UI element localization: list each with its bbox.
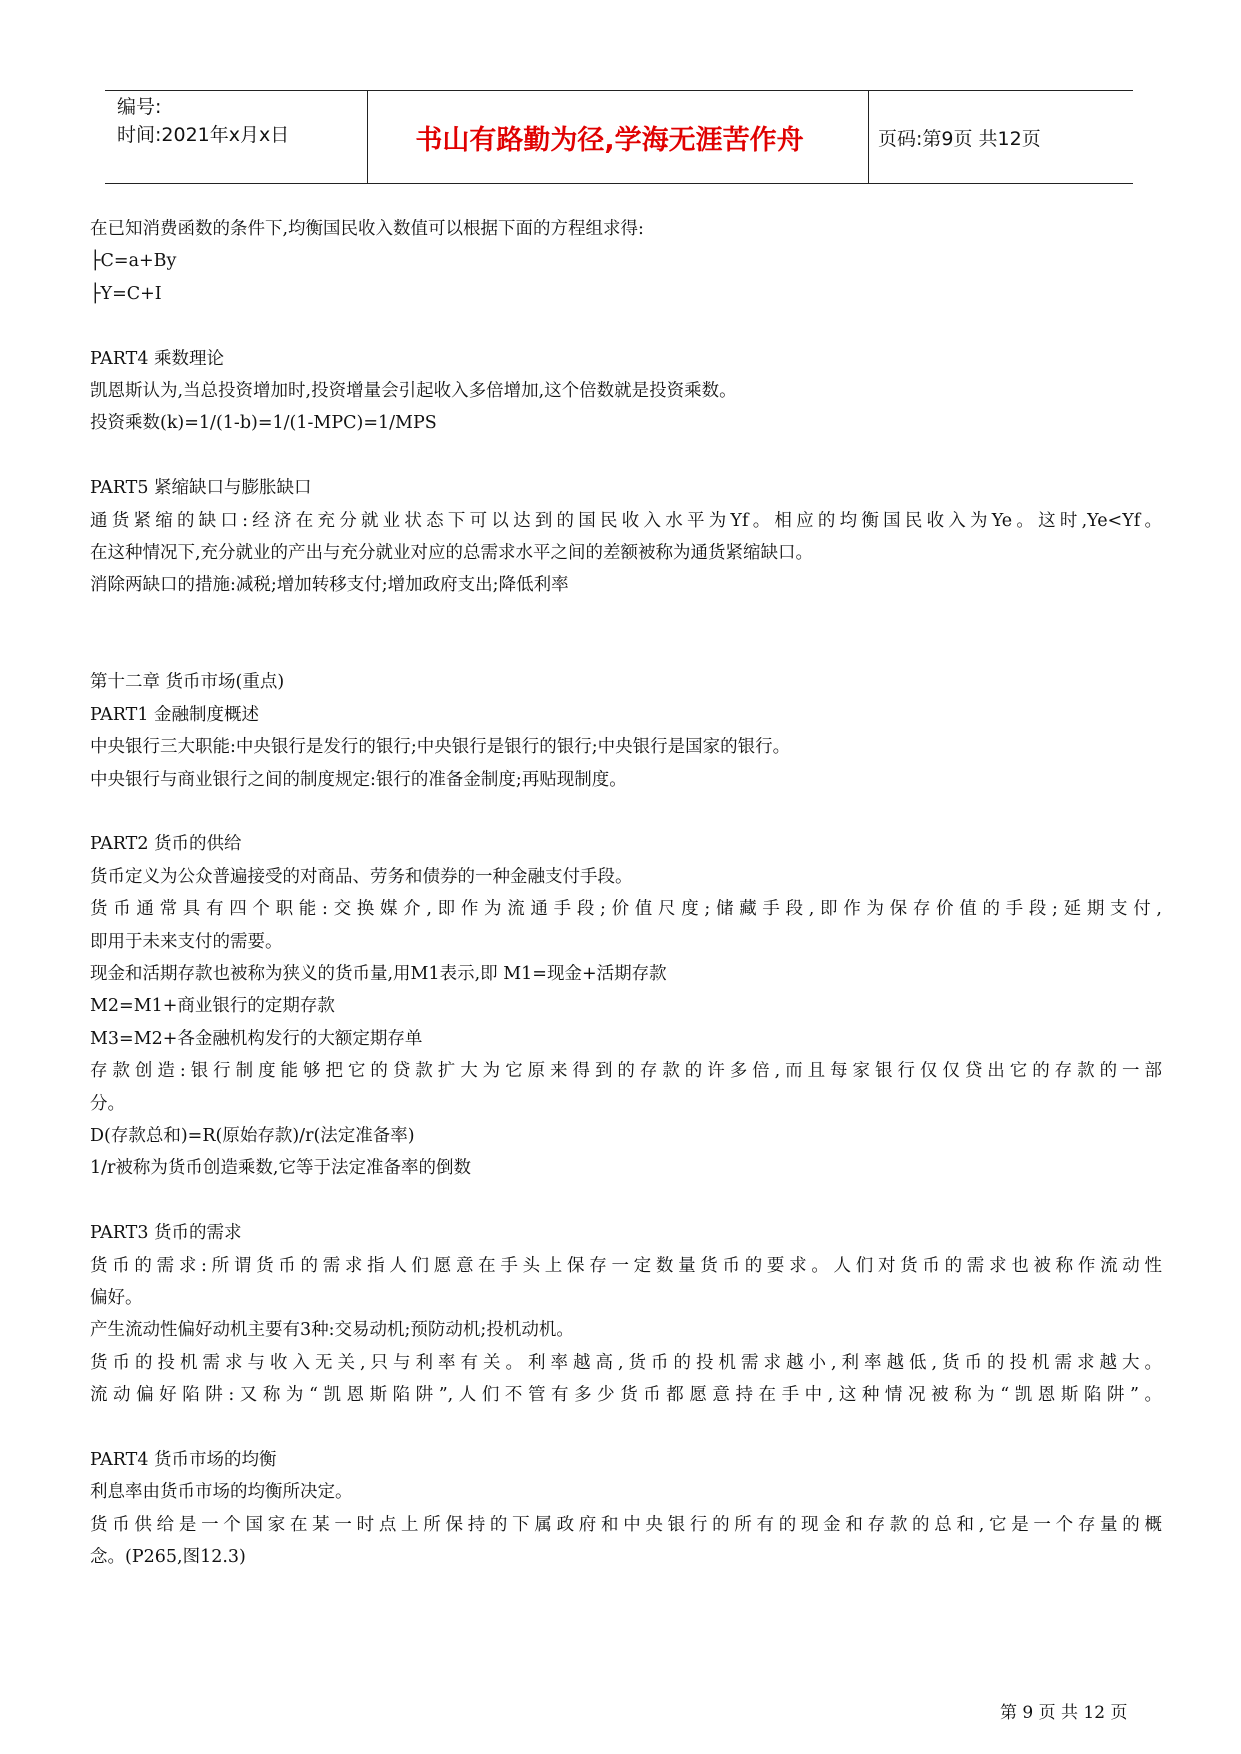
text-line: 投资乘数(k)=1/(1-b)=1/(1-MPC)=1/MPS xyxy=(90,413,437,434)
text-line: 货币的投机需求与收入无关,只与利率有关。利率越高,货币的投机需求越小,利率越低,货币的投机需求越大。 xyxy=(90,1352,1162,1373)
text-line: 念。(P265,图12.3) xyxy=(90,1547,246,1568)
document-time: 时间:2021年x月x日 xyxy=(117,124,290,146)
text-line: 第十二章 货币市场(重点) xyxy=(90,672,285,693)
header-motto: 书山有路勤为径,学海无涯苦作舟 xyxy=(415,124,804,156)
text-line: 分。 xyxy=(90,1093,125,1114)
blank-line xyxy=(90,602,1162,634)
text-line: 消除两缺口的措施:减税;增加转移支付;增加政府支出;降低利率 xyxy=(90,575,569,596)
text-line: 产生流动性偏好动机主要有3种:交易动机;预防动机;投机动机。 xyxy=(90,1320,574,1341)
text-line: PART4 货币市场的均衡 xyxy=(90,1449,277,1470)
text-line: 货币定义为公众普遍接受的对商品、劳务和债券的一种金融支付手段。 xyxy=(90,866,633,887)
text-line: 货币通常具有四个职能:交换媒介,即作为流通手段;价值尺度;储藏手段,即作为保存价值的手段;延期支付, xyxy=(90,899,1162,920)
text-line: PART2 货币的供给 xyxy=(90,834,242,855)
text-line: 流动偏好陷阱:又称为“凯恩斯陷阱”,人们不管有多少货币都愿意持在手中,这种情况被称为“凯恩斯陷阱”。 xyxy=(90,1385,1162,1406)
text-line: D(存款总和)=R(原始存款)/r(法定准备率) xyxy=(90,1125,415,1146)
text-line: ├Y=C+I xyxy=(90,283,162,304)
text-line: 货币供给是一个国家在某一时点上所保持的下属政府和中央银行的所有的现金和存款的总和,它是一个存量的概 xyxy=(90,1514,1162,1535)
page-footer: 第 9 页 共 12 页 xyxy=(1000,1703,1128,1723)
blank-line xyxy=(90,310,1162,342)
document-body xyxy=(90,213,1162,1573)
header-page-number: 页码:第9页 共12页 xyxy=(878,127,1041,150)
document-number: 编号: xyxy=(117,96,162,118)
text-line: 偏好。 xyxy=(90,1287,143,1308)
text-line: PART4 乘数理论 xyxy=(90,348,225,369)
text-line: PART5 紧缩缺口与膨胀缺口 xyxy=(90,478,312,499)
text-line: ├C=a+By xyxy=(90,251,177,272)
blank-line xyxy=(90,440,1162,472)
header-meta xyxy=(117,93,367,149)
text-line: 现金和活期存款也被称为狭义的货币量,用M1表示,即 M1=现金+活期存款 xyxy=(90,963,667,984)
blank-line xyxy=(90,1185,1162,1217)
text-line: 货币的需求:所谓货币的需求指人们愿意在手头上保存一定数量货币的要求。人们对货币的需求也被称作流动性 xyxy=(90,1255,1162,1276)
text-line: 通货紧缩的缺口:经济在充分就业状态下可以达到的国民收入水平为Yf。相应的均衡国民收入为Ye。这时,Ye<Yf。 xyxy=(90,510,1162,531)
text-line: PART3 货币的需求 xyxy=(90,1223,242,1244)
text-line: 利息率由货币市场的均衡所决定。 xyxy=(90,1482,353,1503)
text-line: 在这种情况下,充分就业的产出与充分就业对应的总需求水平之间的差额被称为通货紧缩缺口。 xyxy=(90,542,814,563)
text-line: 中央银行三大职能:中央银行是发行的银行;中央银行是银行的银行;中央银行是国家的银行。 xyxy=(90,737,791,758)
text-line: 在已知消费函数的条件下,均衡国民收入数值可以根据下面的方程组求得: xyxy=(90,219,644,239)
blank-line xyxy=(90,634,1162,666)
blank-line xyxy=(90,1411,1162,1443)
text-line: 凯恩斯认为,当总投资增加时,投资增量会引起收入多倍增加,这个倍数就是投资乘数。 xyxy=(90,380,737,401)
page-header xyxy=(105,90,1133,184)
text-line: M2=M1+商业银行的定期存款 xyxy=(90,996,335,1017)
text-line: 存款创造:银行制度能够把它的贷款扩大为它原来得到的存款的许多倍,而且每家银行仅仅贷出它的存款的一部 xyxy=(90,1061,1162,1082)
text-line: M3=M2+各金融机构发行的大额定期存单 xyxy=(90,1028,423,1049)
text-line: 即用于未来支付的需要。 xyxy=(90,931,283,952)
blank-line xyxy=(90,796,1162,828)
text-line: 1/r被称为货币创造乘数,它等于法定准备率的倒数 xyxy=(90,1158,471,1179)
text-line: 中央银行与商业银行之间的制度规定:银行的准备金制度;再贴现制度。 xyxy=(90,769,627,790)
text-line: PART1 金融制度概述 xyxy=(90,704,260,725)
